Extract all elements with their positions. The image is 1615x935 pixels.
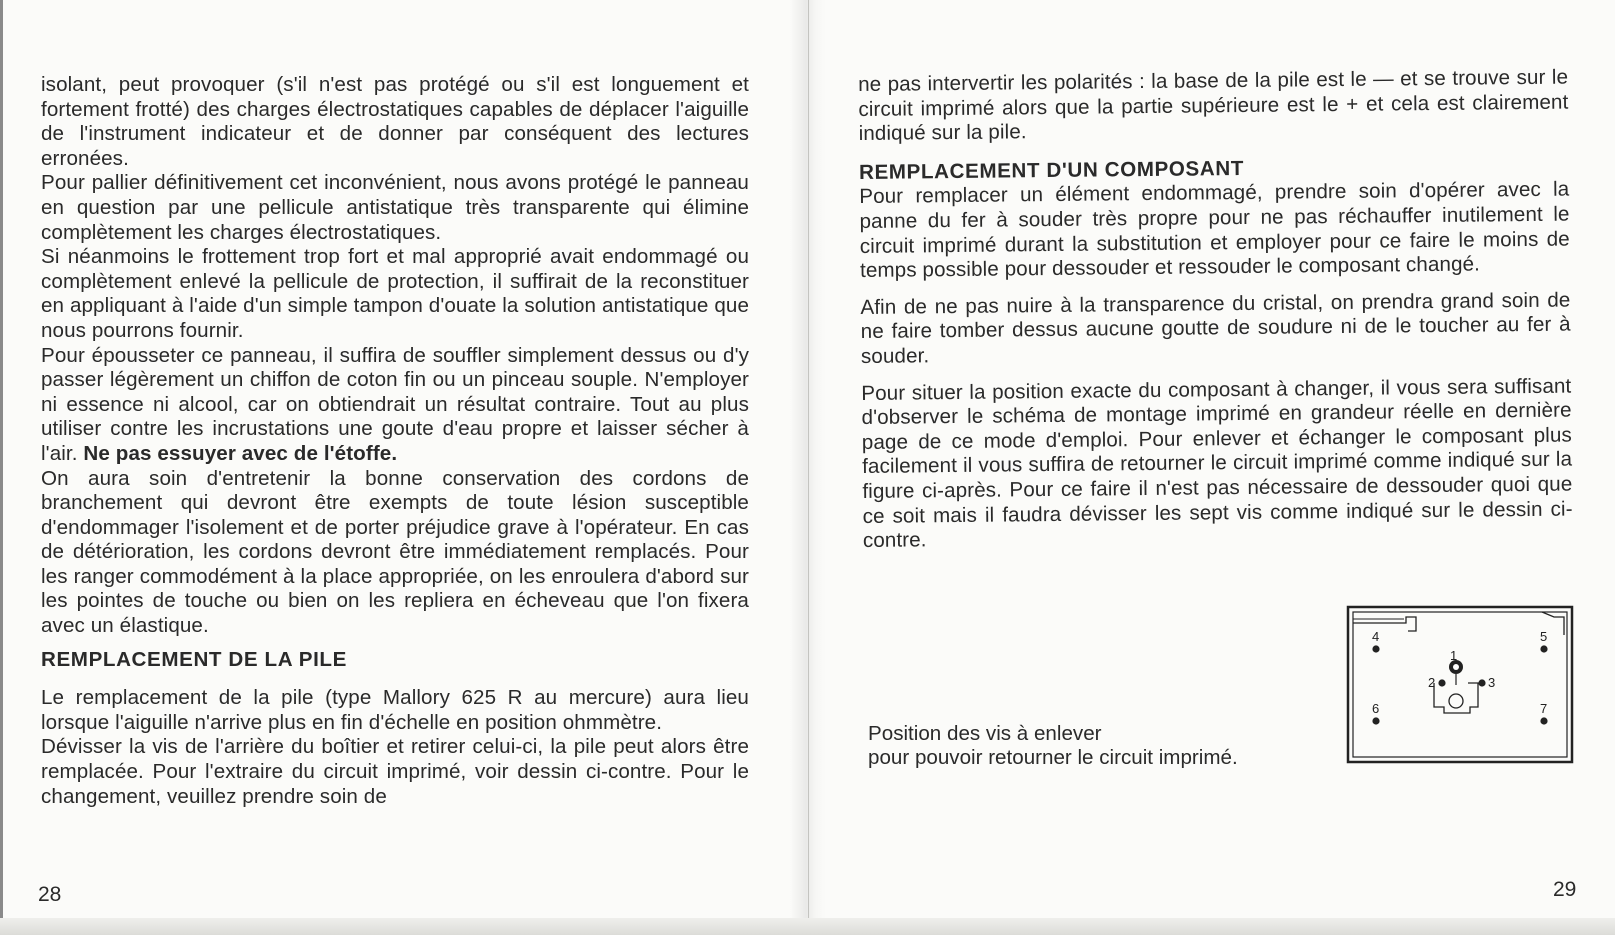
section-heading-composant: REMPLACEMENT D'UN COMPOSANT	[858, 156, 1245, 184]
screw-label-2: 2	[1428, 675, 1436, 690]
caption-line: pour pouvoir retourner le circuit imprimé.	[868, 746, 1238, 769]
screw-3-marker	[1478, 679, 1485, 686]
screw-2-marker	[1438, 679, 1445, 686]
circuit-board-svg	[1346, 605, 1574, 764]
screw-label-7: 7	[1540, 701, 1548, 716]
screw-label-3: 3	[1488, 675, 1496, 690]
bold-warning: Ne pas essuyer avec de l'étoffe.	[83, 441, 398, 465]
paragraph	[41, 344, 749, 467]
screw-5-marker	[1540, 645, 1547, 652]
screw-label-5: 5	[1540, 629, 1548, 644]
left-text-column	[41, 73, 749, 809]
caption-line: Position des vis à enlever	[868, 722, 1102, 745]
paragraph: isolant, peut provoquer (s'il n'est pas protégé ou s'il est longuement et fortement frotté) des charges électrostatiques capables de déplacer l'aiguille de l'instrument indicateur et de donner par conséquent des lectures erronées.	[41, 73, 749, 170]
paragraph: Si néanmoins le frottement trop fort et mal approprié avait endommagé ou complètement enlevé la pellicule de protection, il suffirait de la reconstituer en appliquant à l'aide d'un simple tampon d'ouate la solution antistatique que nous pourrons fournir.	[41, 245, 749, 342]
paragraph: Pour remplacer un élément endommagé, prendre soin d'opérer avec la panne du fer à souder très propre pour ne pas réchauffer inutilement le circuit imprimé durant la substitution et employer pour ce faire le moins de temps possible pour dessouder et ressouder le composant changé.	[859, 177, 1570, 283]
paragraph: ne pas intervertir les polarités : la base de la pile est le — et se trouve sur le circuit imprimé alors que la partie supérieure est le + et cela est clairement indiqué sur la pile.	[858, 65, 1569, 146]
circuit-board-diagram	[1346, 605, 1574, 764]
right-text-column	[858, 66, 1573, 554]
gutter-shadow	[790, 0, 826, 935]
paragraph: Dévisser la vis de l'arrière du boîtier et retirer celui-ci, la pile peut alors être remplacée. Pour l'extraire du circuit imprimé, voir dessin ci-contre. Pour le changement, veuillez prendre soin de	[41, 735, 749, 808]
paragraph: On aura soin d'entretenir la bonne conservation des cordons de branchement qui devront être exempts de toute lésion susceptible d'endommager l'isolement et de porter préjudice grave à l'opérateur. En cas de détérioration, les cordons devront être immédiatement remplacés. Pour les ranger commodément à la place appropriée, on les enroulera d'abord sur les pointes de touche ou bien on les repliera en écheveau que l'on fixera avec un élastique.	[41, 466, 749, 638]
paragraph: Pour pallier définitivement cet inconvénient, nous avons protégé le panneau en question par une pellicule antistatique très transparente qui élimine complètement les charges électrostatiques.	[41, 171, 749, 244]
screw-label-6: 6	[1372, 701, 1380, 716]
paragraph: Afin de ne pas nuire à la transparence du cristal, on prendra grand soin de ne faire tomber dessus aucune goutte de soudure ni de le toucher au fer à souder.	[860, 288, 1571, 368]
screw-4-marker	[1372, 645, 1379, 652]
figure-caption	[868, 722, 1338, 770]
screw-6-marker	[1372, 717, 1379, 724]
page-bottom-edge	[0, 918, 1615, 935]
screw-label-4: 4	[1372, 629, 1380, 644]
screw-label-1: 1	[1450, 648, 1458, 663]
screw-7-marker	[1540, 717, 1547, 724]
page-number-right: 29	[1553, 878, 1577, 901]
paragraph-text: Pour épousseter ce panneau, il suffira de souffler simplement dessus ou d'y passer légèrement un chiffon de coton fin ou un pinceau souple. N'employer ni essence ni alcool, car on obtiendrait un résultat contraire. Tout au plus utiliser contre les incrustations une goute d'eau propre et laisser sécher à l'air.	[41, 343, 749, 465]
paragraph: Pour situer la position exacte du composant à changer, il vous sera suffisant d'observer le schéma de montage imprimé en grandeur réelle en dernière page de ce mode d'emploi. Pour enlever et échanger le composant plus facilement il vous suffira de retourner le circuit imprimé comme indiqué sur la figure ci-après. Pour ce faire il n'est pas nécessaire de dessouder quoi que ce soit mais il faudra dévisser les sept vis comme indiqué sur le dessin ci-contre.	[861, 374, 1573, 553]
paragraph: Le remplacement de la pile (type Mallory 625 R au mercure) aura lieu lorsque l'aiguille n'arrive plus en fin d'échelle en position ohmmètre.	[41, 686, 749, 734]
page-number-left: 28	[38, 883, 62, 906]
section-heading-pile: REMPLACEMENT DE LA PILE	[41, 647, 347, 671]
